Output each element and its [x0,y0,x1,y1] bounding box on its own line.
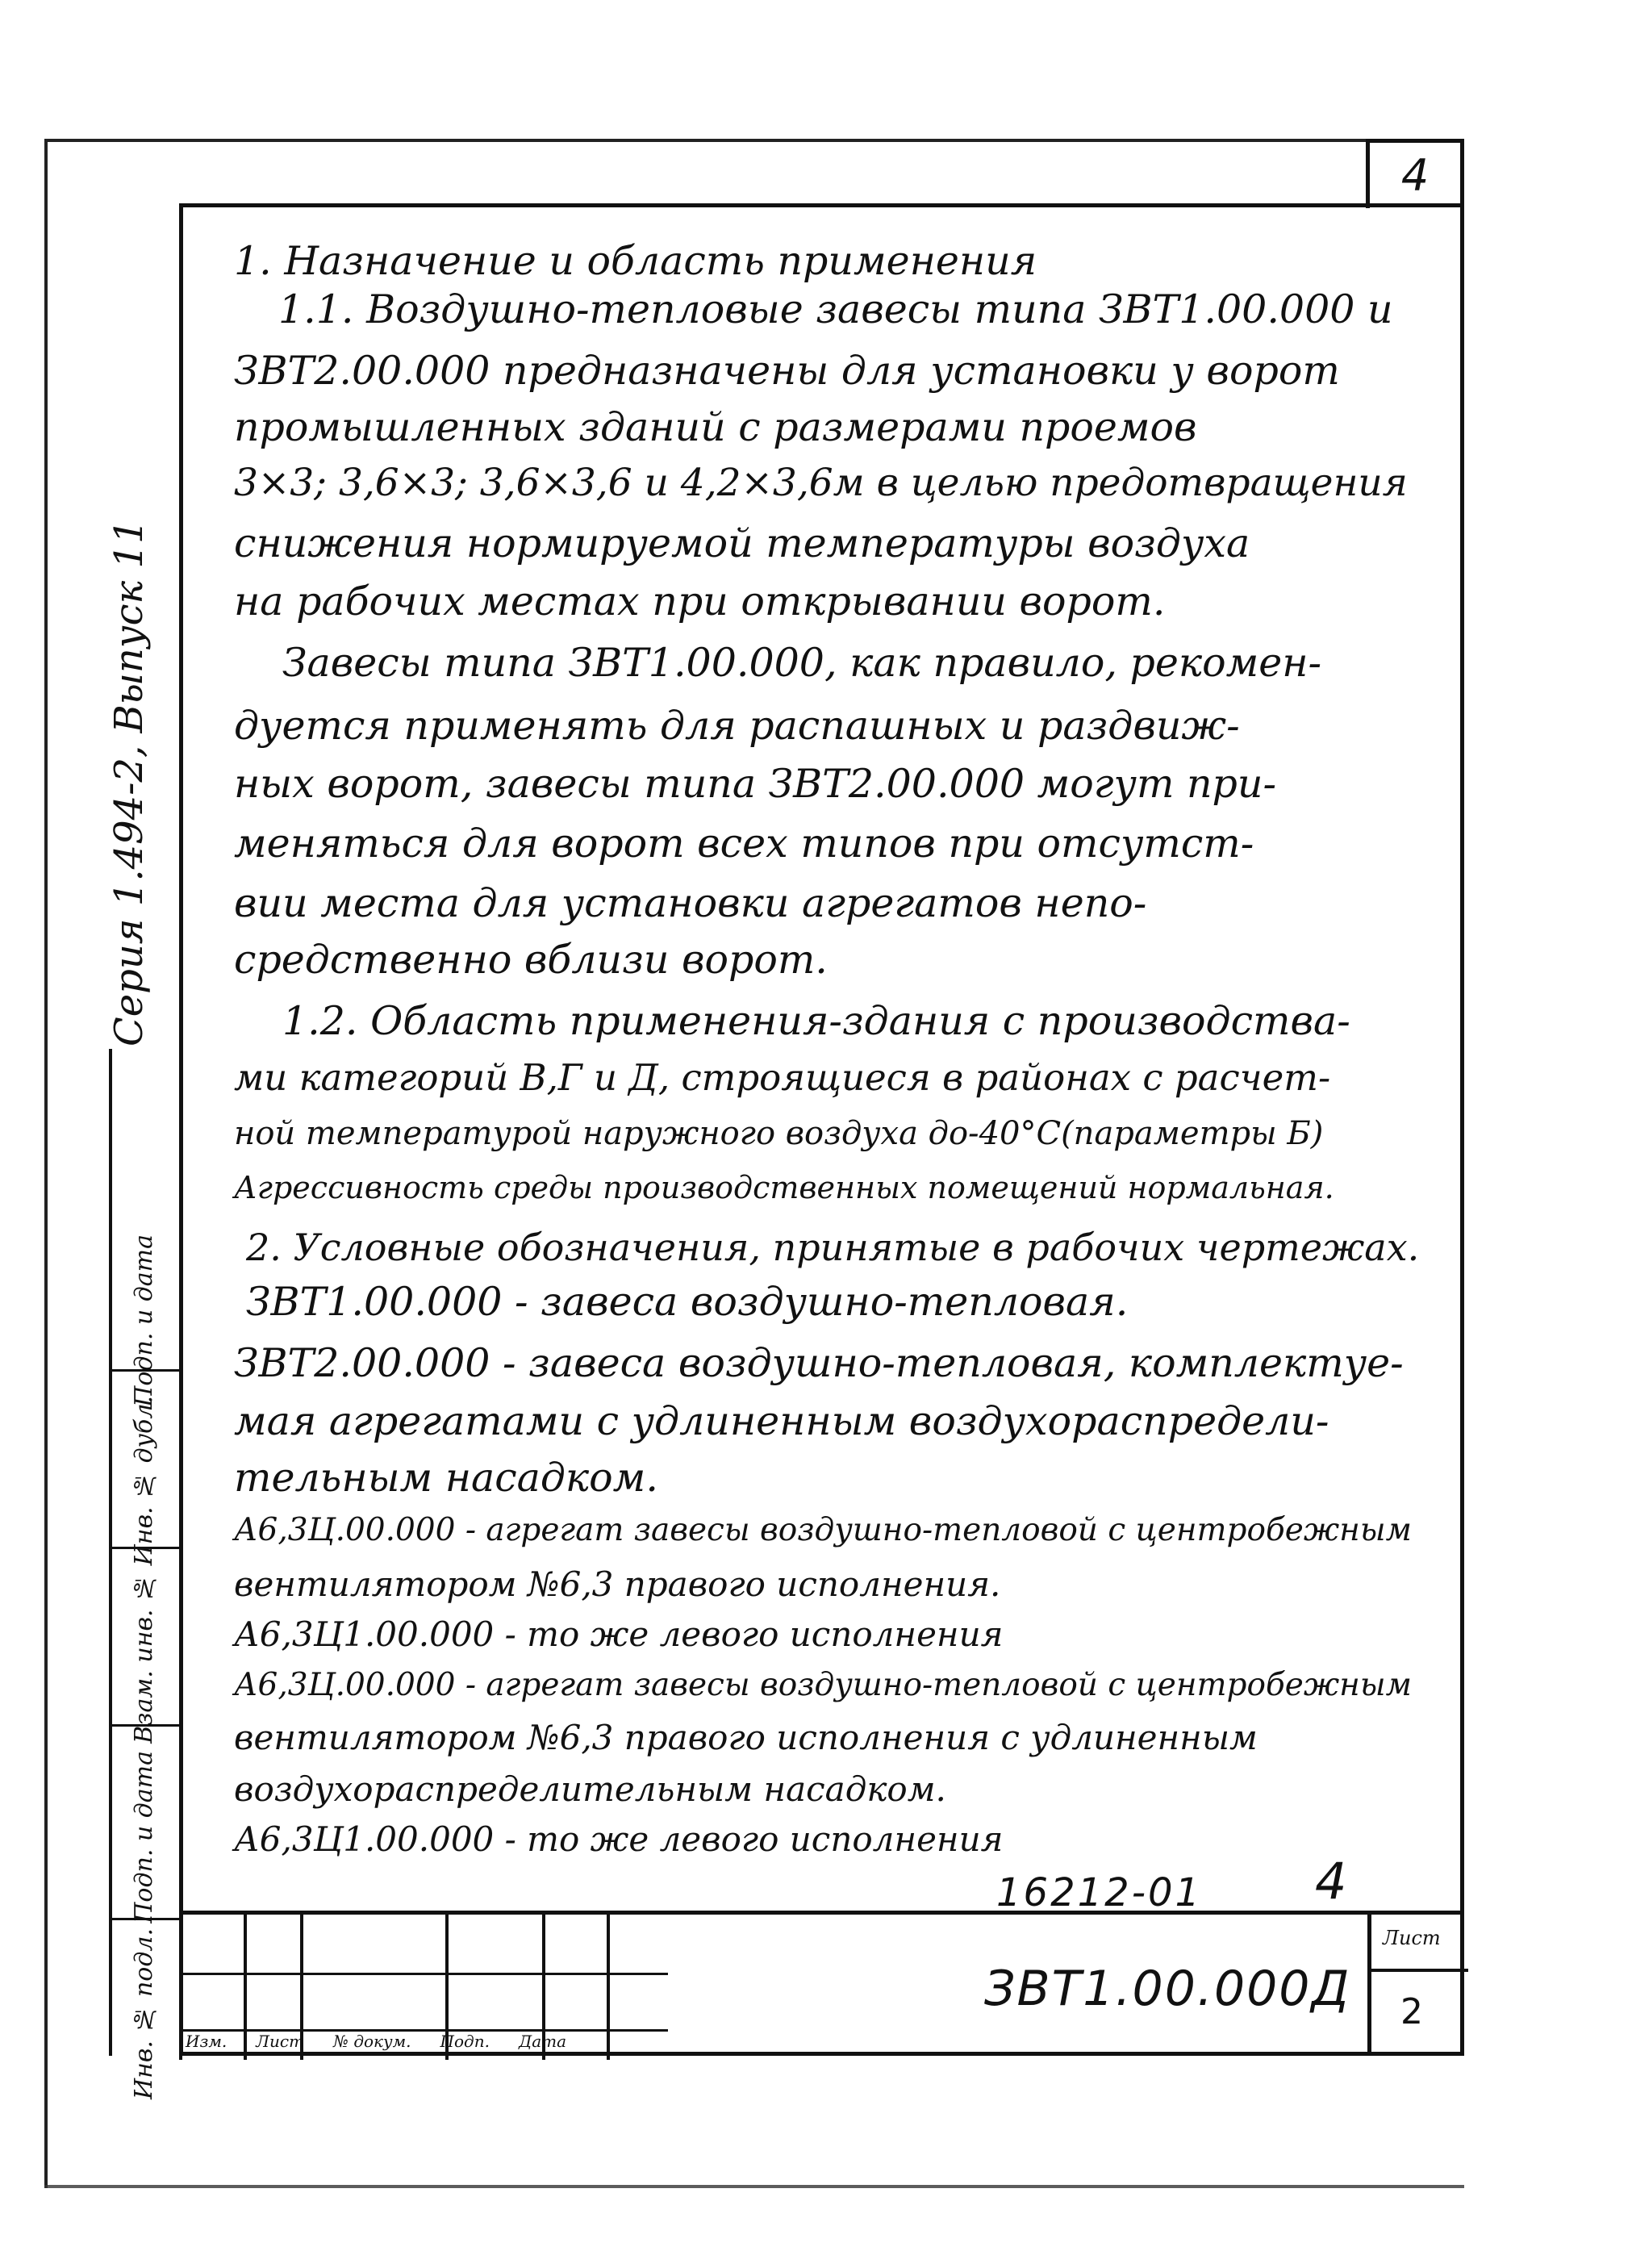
side-cell-sign-date-1 [112,1049,182,1407]
side-cell-label: Подп. и дата [130,1751,158,1923]
stamp-labels [179,2027,671,2056]
text-line: воздухораспределительным насадком. [234,1769,946,1809]
text-line: вентилятором №6,3 правого исполнения с удлиненным [234,1718,1258,1757]
text-line: ми категорий В,Г и Д, строящиеся в районах с расчет- [234,1056,1331,1099]
sheet-label-box [1367,1911,1464,2056]
text-line: вии места для установки агрегатов непо- [234,880,1147,926]
sheet-number: 2 [1400,1991,1423,2032]
side-stamp-strip [109,1049,179,2100]
text-line: ных ворот, завесы типа ЗВТ2.00.000 могут при- [234,761,1277,807]
text-line: вентилятором №6,3 правого исполнения. [234,1564,1001,1604]
stamp-label: № докум. [333,2032,411,2051]
sheet-label-divider [1371,1969,1468,1972]
sheet-label: Лист [1383,1927,1441,1949]
text-line: Агрессивность среды производственных помещений нормальная. [234,1170,1334,1205]
outer-border-bottom [44,2185,1464,2188]
side-cell-label: Взам. инв. № [130,1573,158,1744]
text-line: ЗВТ2.00.000 предназначены для установки у ворот [234,348,1340,394]
document-code: ЗВТ1.00.000Д [984,1961,1351,2017]
side-cell-label: Подп. и дата [130,1234,158,1407]
side-cell-label: Инв. № дубл. [130,1396,158,1566]
text-line: дуется применять для распашных и раздвиж- [234,703,1240,749]
text-line: 3×3; 3,6×3; 3,6×3,6 и 4,2×3,6м в целью предотвращения [234,461,1408,505]
inventory-number: 16212-01 [996,1870,1203,1915]
stamp-label: Изм. [186,2032,227,2051]
text-line: А6,3Ц1.00.000 - то же левого исполнения [234,1614,1004,1654]
text-line: мая агрегатами с удлиненным воздухораспредели- [234,1398,1329,1444]
side-cell-sign-date-2 [112,1727,182,1923]
outer-border-top [44,139,1464,142]
stamp-label: Лист [256,2032,305,2051]
text-line: ной температурой наружного воздуха до-40°С(параметры Б) [234,1115,1324,1152]
side-cell-replace-inv [112,1549,182,1744]
text-line: ЗВТ1.00.000 - завеса воздушно-тепловая. [246,1279,1129,1325]
side-cell-dup-inv [112,1372,182,1566]
side-series-label: Серия 1.494-2, Выпуск 11 [106,519,152,1046]
text-line: 1.1. Воздушно-тепловые завесы типа ЗВТ1.00.000 и [278,286,1393,332]
text-line: ЗВТ2.00.000 - завеса воздушно-тепловая, комплектуе- [234,1340,1404,1386]
inventory-page: 4 [1315,1852,1347,1911]
title-block-row-line [179,1973,668,1975]
sheet-number-top: 4 [1400,150,1430,201]
text-line: А6,3Ц1.00.000 - то же левого исполнения [234,1819,1004,1859]
section-heading-1: 1. Назначение и область применения [234,238,1037,284]
text-line: снижения нормируемой температуры воздуха [234,520,1250,566]
text-line: средственно вблизи ворот. [234,937,828,983]
text-line: на рабочих местах при открывании ворот. [234,578,1166,624]
stamp-label: Дата [518,2032,567,2051]
side-cell-label: Инв. № подл. [130,1928,158,2100]
stamp-label: Подп. [440,2032,490,2051]
text-line: А6,3Ц.00.000 - агрегат завесы воздушно-тепловой с центробежным [234,1512,1412,1548]
text-line: меняться для ворот всех типов при отсутст- [234,821,1254,867]
text-line: тельным насадком. [234,1455,658,1501]
text-line: А6,3Ц.00.000 - агрегат завесы воздушно-тепловой с центробежным [234,1667,1412,1703]
section-heading-2: 2. Условные обозначения, принятые в рабочих чертежах. [246,1226,1420,1269]
side-cell-orig-inv [112,1920,182,2100]
sheet-number-box [1366,139,1464,208]
text-line: промышленных зданий с размерами проемов [234,404,1197,450]
text-line: 1.2. Область применения-здания с производства- [282,998,1350,1044]
text-line: Завесы типа ЗВТ1.00.000, как правило, рекомен- [282,640,1322,686]
outer-border-left [44,139,48,2188]
